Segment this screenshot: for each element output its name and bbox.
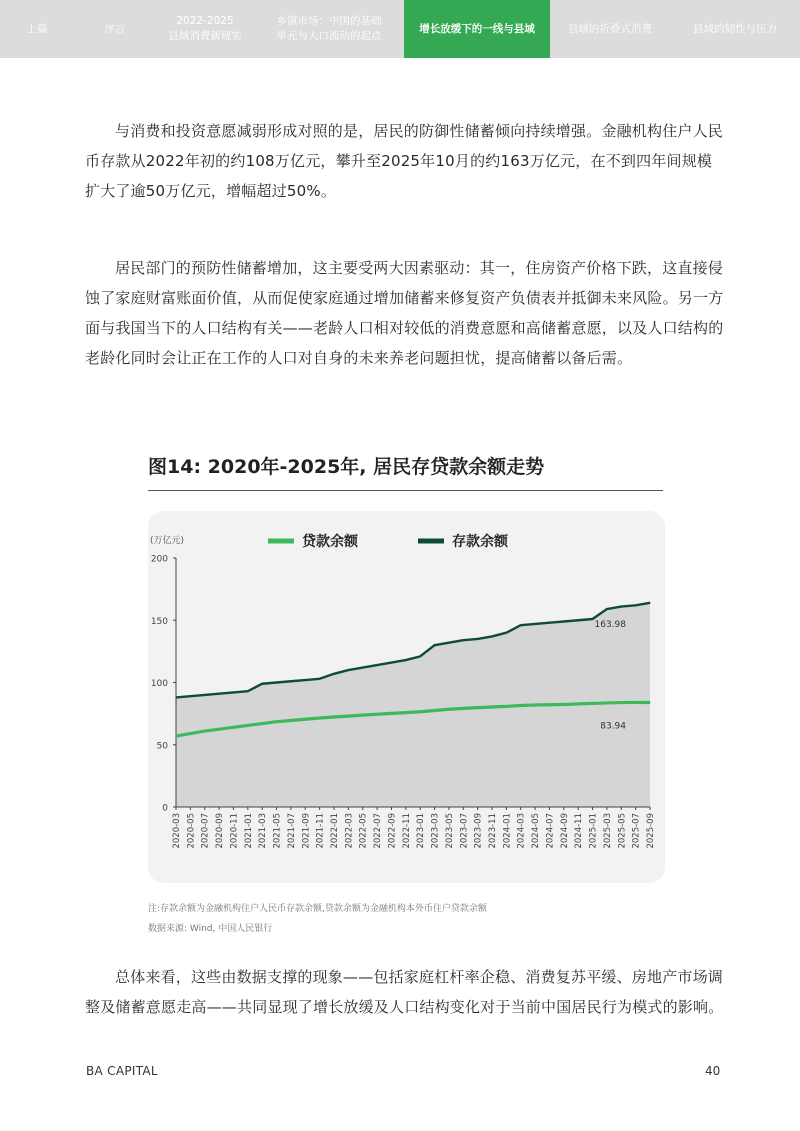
- nav-tab-resilience-pressure[interactable]: [670, 0, 800, 58]
- data-point-deposit: [649, 602, 650, 603]
- legend-label-0: 贷款余额: [302, 534, 358, 550]
- data-point-deposit: [247, 691, 248, 692]
- data-point-deposit: [190, 696, 191, 697]
- nav-tab-township-market[interactable]: [254, 0, 404, 58]
- footer-brand: BA CAPITAL: [86, 1064, 158, 1078]
- data-point-deposit: [534, 623, 535, 624]
- data-point-loan: [549, 704, 550, 705]
- data-point-loan: [563, 704, 564, 705]
- data-point-loan: [434, 710, 435, 711]
- nav-tab-label-line2: 县域消费新现实: [168, 30, 242, 42]
- x-tick-label: 2024-03: [516, 813, 527, 849]
- data-point-loan: [405, 712, 406, 713]
- data-point-deposit: [319, 678, 320, 679]
- x-tick-label: 2025-05: [617, 813, 628, 849]
- data-point-deposit: [477, 638, 478, 639]
- x-tick-label: 2024-09: [559, 813, 570, 849]
- x-tick-label: 2023-09: [473, 813, 484, 849]
- nav-tab-label-line1: 乡镇市场：中国的基础: [276, 15, 382, 27]
- data-point-loan: [305, 719, 306, 720]
- deposit-last-value-label: 163.98: [594, 619, 626, 630]
- data-point-deposit: [376, 664, 377, 665]
- chart-plot: [151, 555, 656, 849]
- data-point-deposit: [621, 606, 622, 607]
- x-tick-label: 2020-03: [172, 813, 182, 849]
- data-point-deposit: [348, 669, 349, 670]
- data-point-loan: [463, 708, 464, 709]
- data-point-deposit: [305, 679, 306, 680]
- y-axis-unit-label: (万亿元): [150, 536, 185, 546]
- data-point-loan: [247, 725, 248, 726]
- data-point-deposit: [563, 621, 564, 622]
- data-point-loan: [319, 717, 320, 718]
- data-point-deposit: [405, 659, 406, 660]
- x-tick-label: 2025-01: [588, 813, 599, 849]
- x-tick-label: 2024-05: [531, 813, 542, 849]
- data-point-deposit: [290, 681, 291, 682]
- loan-last-value-label: 83.94: [600, 721, 626, 732]
- x-tick-label: 2023-05: [444, 813, 455, 849]
- nav-tab-label: 增长放缓下的一线与县域: [419, 22, 535, 35]
- data-point-loan: [635, 702, 636, 703]
- x-tick-label: 2020-09: [215, 813, 226, 849]
- x-tick-label: 2024-11: [574, 813, 585, 849]
- paragraph-savings-growth: 与消费和投资意愿减弱形成对照的是，居民的防御性储蓄倾向持续增强。金融机构住户人民币存款从2022年初的约108万亿元，攀升至2025年10月的约163万亿元，在不到四年间规模扩大了逾50万亿元，增幅超过50%。: [85, 122, 724, 200]
- data-point-deposit: [276, 682, 277, 683]
- data-point-loan: [534, 704, 535, 705]
- nav-tab-label: 县域的折叠式消费: [568, 22, 652, 35]
- data-point-deposit: [175, 697, 176, 698]
- paragraph-precautionary-savings: 居民部门的预防性储蓄增加，这主要受两大因素驱动：其一，住房资产价格下跌，这直接侵蚀了家庭财富账面价值，从而促使家庭通过增加储蓄来修复资产负债表并抵御未来风险。另一方面与我国当下的人口结构有关——老龄人口相对较低的消费意愿和高储蓄意愿，以及人口结构的老龄化同时会让正在工作的人口对自身的未来养老问题担忧，提高储蓄以备后需。: [85, 259, 724, 367]
- data-point-loan: [649, 702, 650, 703]
- x-tick-label: 2023-01: [416, 813, 427, 849]
- chart-panel: [148, 511, 665, 883]
- x-tick-label: 2022-11: [401, 813, 412, 849]
- x-tick-label: 2022-09: [387, 813, 398, 849]
- data-point-loan: [506, 706, 507, 707]
- data-point-deposit: [578, 620, 579, 621]
- data-point-deposit: [635, 605, 636, 606]
- legend-label-1: 存款余额: [452, 534, 508, 550]
- data-point-deposit: [391, 662, 392, 663]
- data-point-deposit: [333, 673, 334, 674]
- data-point-loan: [276, 721, 277, 722]
- data-point-loan: [491, 706, 492, 707]
- data-point-deposit: [262, 683, 263, 684]
- x-tick-label: 2020-05: [186, 813, 197, 849]
- x-tick-label: 2021-11: [315, 813, 326, 849]
- data-point-deposit: [506, 632, 507, 633]
- data-point-deposit: [463, 640, 464, 641]
- data-point-loan: [621, 702, 622, 703]
- data-point-loan: [262, 723, 263, 724]
- data-point-loan: [391, 713, 392, 714]
- figure-title-rule: [148, 490, 663, 491]
- data-point-loan: [592, 703, 593, 704]
- data-point-loan: [175, 735, 176, 736]
- y-tick-label: 100: [150, 679, 168, 689]
- data-point-deposit: [218, 693, 219, 694]
- data-point-loan: [362, 715, 363, 716]
- data-point-deposit: [606, 608, 607, 609]
- x-tick-label: 2021-03: [258, 813, 269, 849]
- nav-tab-preface[interactable]: [74, 0, 156, 58]
- data-point-loan: [376, 714, 377, 715]
- data-point-loan: [420, 711, 421, 712]
- nav-tab-label-line2: 单元与人口流动的起点: [276, 30, 382, 42]
- x-tick-label: 2021-09: [301, 813, 312, 849]
- y-tick-label: 50: [156, 741, 168, 752]
- x-tick-label: 2024-01: [502, 813, 513, 849]
- data-point-deposit: [448, 642, 449, 643]
- x-tick-label: 2021-07: [286, 813, 297, 849]
- nav-tab-label-line1: 2022-2025: [176, 15, 234, 27]
- figure-source: 数据来源: Wind, 中国人民银行: [148, 924, 273, 934]
- x-tick-label: 2021-05: [272, 813, 283, 849]
- data-point-loan: [606, 702, 607, 703]
- data-point-deposit: [491, 636, 492, 637]
- x-tick-label: 2025-09: [646, 813, 656, 849]
- data-point-loan: [233, 727, 234, 728]
- data-point-loan: [218, 729, 219, 730]
- nav-tab-upper-part[interactable]: [0, 0, 74, 58]
- y-tick-label: 0: [162, 803, 168, 814]
- x-tick-label: 2023-11: [488, 813, 498, 849]
- chart-legend: [268, 533, 509, 550]
- x-tick-label: 2020-07: [200, 813, 211, 849]
- x-tick-label: 2021-01: [243, 813, 254, 849]
- page-number: 40: [705, 1064, 721, 1078]
- x-tick-label: 2022-05: [358, 813, 369, 849]
- data-point-loan: [290, 720, 291, 721]
- data-point-loan: [190, 733, 191, 734]
- nav-tab-growth-slowdown-active[interactable]: [404, 0, 550, 58]
- data-point-deposit: [434, 645, 435, 646]
- data-point-loan: [448, 709, 449, 710]
- deposit-loan-chart: [148, 511, 665, 883]
- data-point-deposit: [204, 694, 205, 695]
- x-tick-label: 2022-03: [344, 813, 355, 849]
- data-point-loan: [348, 716, 349, 717]
- data-point-deposit: [362, 667, 363, 668]
- x-tick-label: 2025-07: [631, 813, 642, 849]
- data-point-deposit: [520, 625, 521, 626]
- nav-tab-folded-consumption[interactable]: [550, 0, 670, 58]
- data-point-loan: [477, 707, 478, 708]
- nav-tab-label: 序言: [104, 22, 126, 35]
- nav-tab-label: 上篇: [26, 22, 48, 35]
- y-tick-label: 150: [150, 616, 168, 627]
- data-point-loan: [333, 716, 334, 717]
- data-point-deposit: [233, 692, 234, 693]
- x-tick-label: 2023-07: [459, 813, 470, 849]
- figure-note: 注:存款余额为金融机构住户人民币存款余额,贷款余额为金融机构本外币住户贷款余额: [148, 904, 487, 914]
- x-tick-label: 2023-03: [430, 813, 441, 849]
- paragraph-summary: 总体来看，这些由数据支撑的现象——包括家庭杠杆率企稳、消费复苏平缓、房地产市场调整及储蓄意愿走高——共同显现了增长放缓及人口结构变化对于当前中国居民行为模式的影响。: [85, 968, 724, 1016]
- data-point-loan: [578, 703, 579, 704]
- nav-tab-label: 县域的韧性与压力: [693, 22, 777, 35]
- x-tick-label: 2022-01: [330, 813, 340, 849]
- x-tick-label: 2024-07: [545, 813, 556, 849]
- figure-title: 图14: 2020年-2025年, 居民存贷款余额走势: [148, 456, 545, 478]
- x-tick-label: 2025-03: [602, 813, 613, 849]
- nav-tab-county-consumption-reality[interactable]: [156, 0, 254, 58]
- data-point-loan: [204, 730, 205, 731]
- x-tick-label: 2020-11: [229, 813, 240, 849]
- data-point-deposit: [549, 622, 550, 623]
- top-navigation: [0, 0, 800, 58]
- y-tick-label: 200: [150, 554, 168, 565]
- data-point-deposit: [420, 656, 421, 657]
- data-point-loan: [520, 705, 521, 706]
- data-point-deposit: [592, 618, 593, 619]
- x-tick-label: 2022-07: [373, 813, 384, 849]
